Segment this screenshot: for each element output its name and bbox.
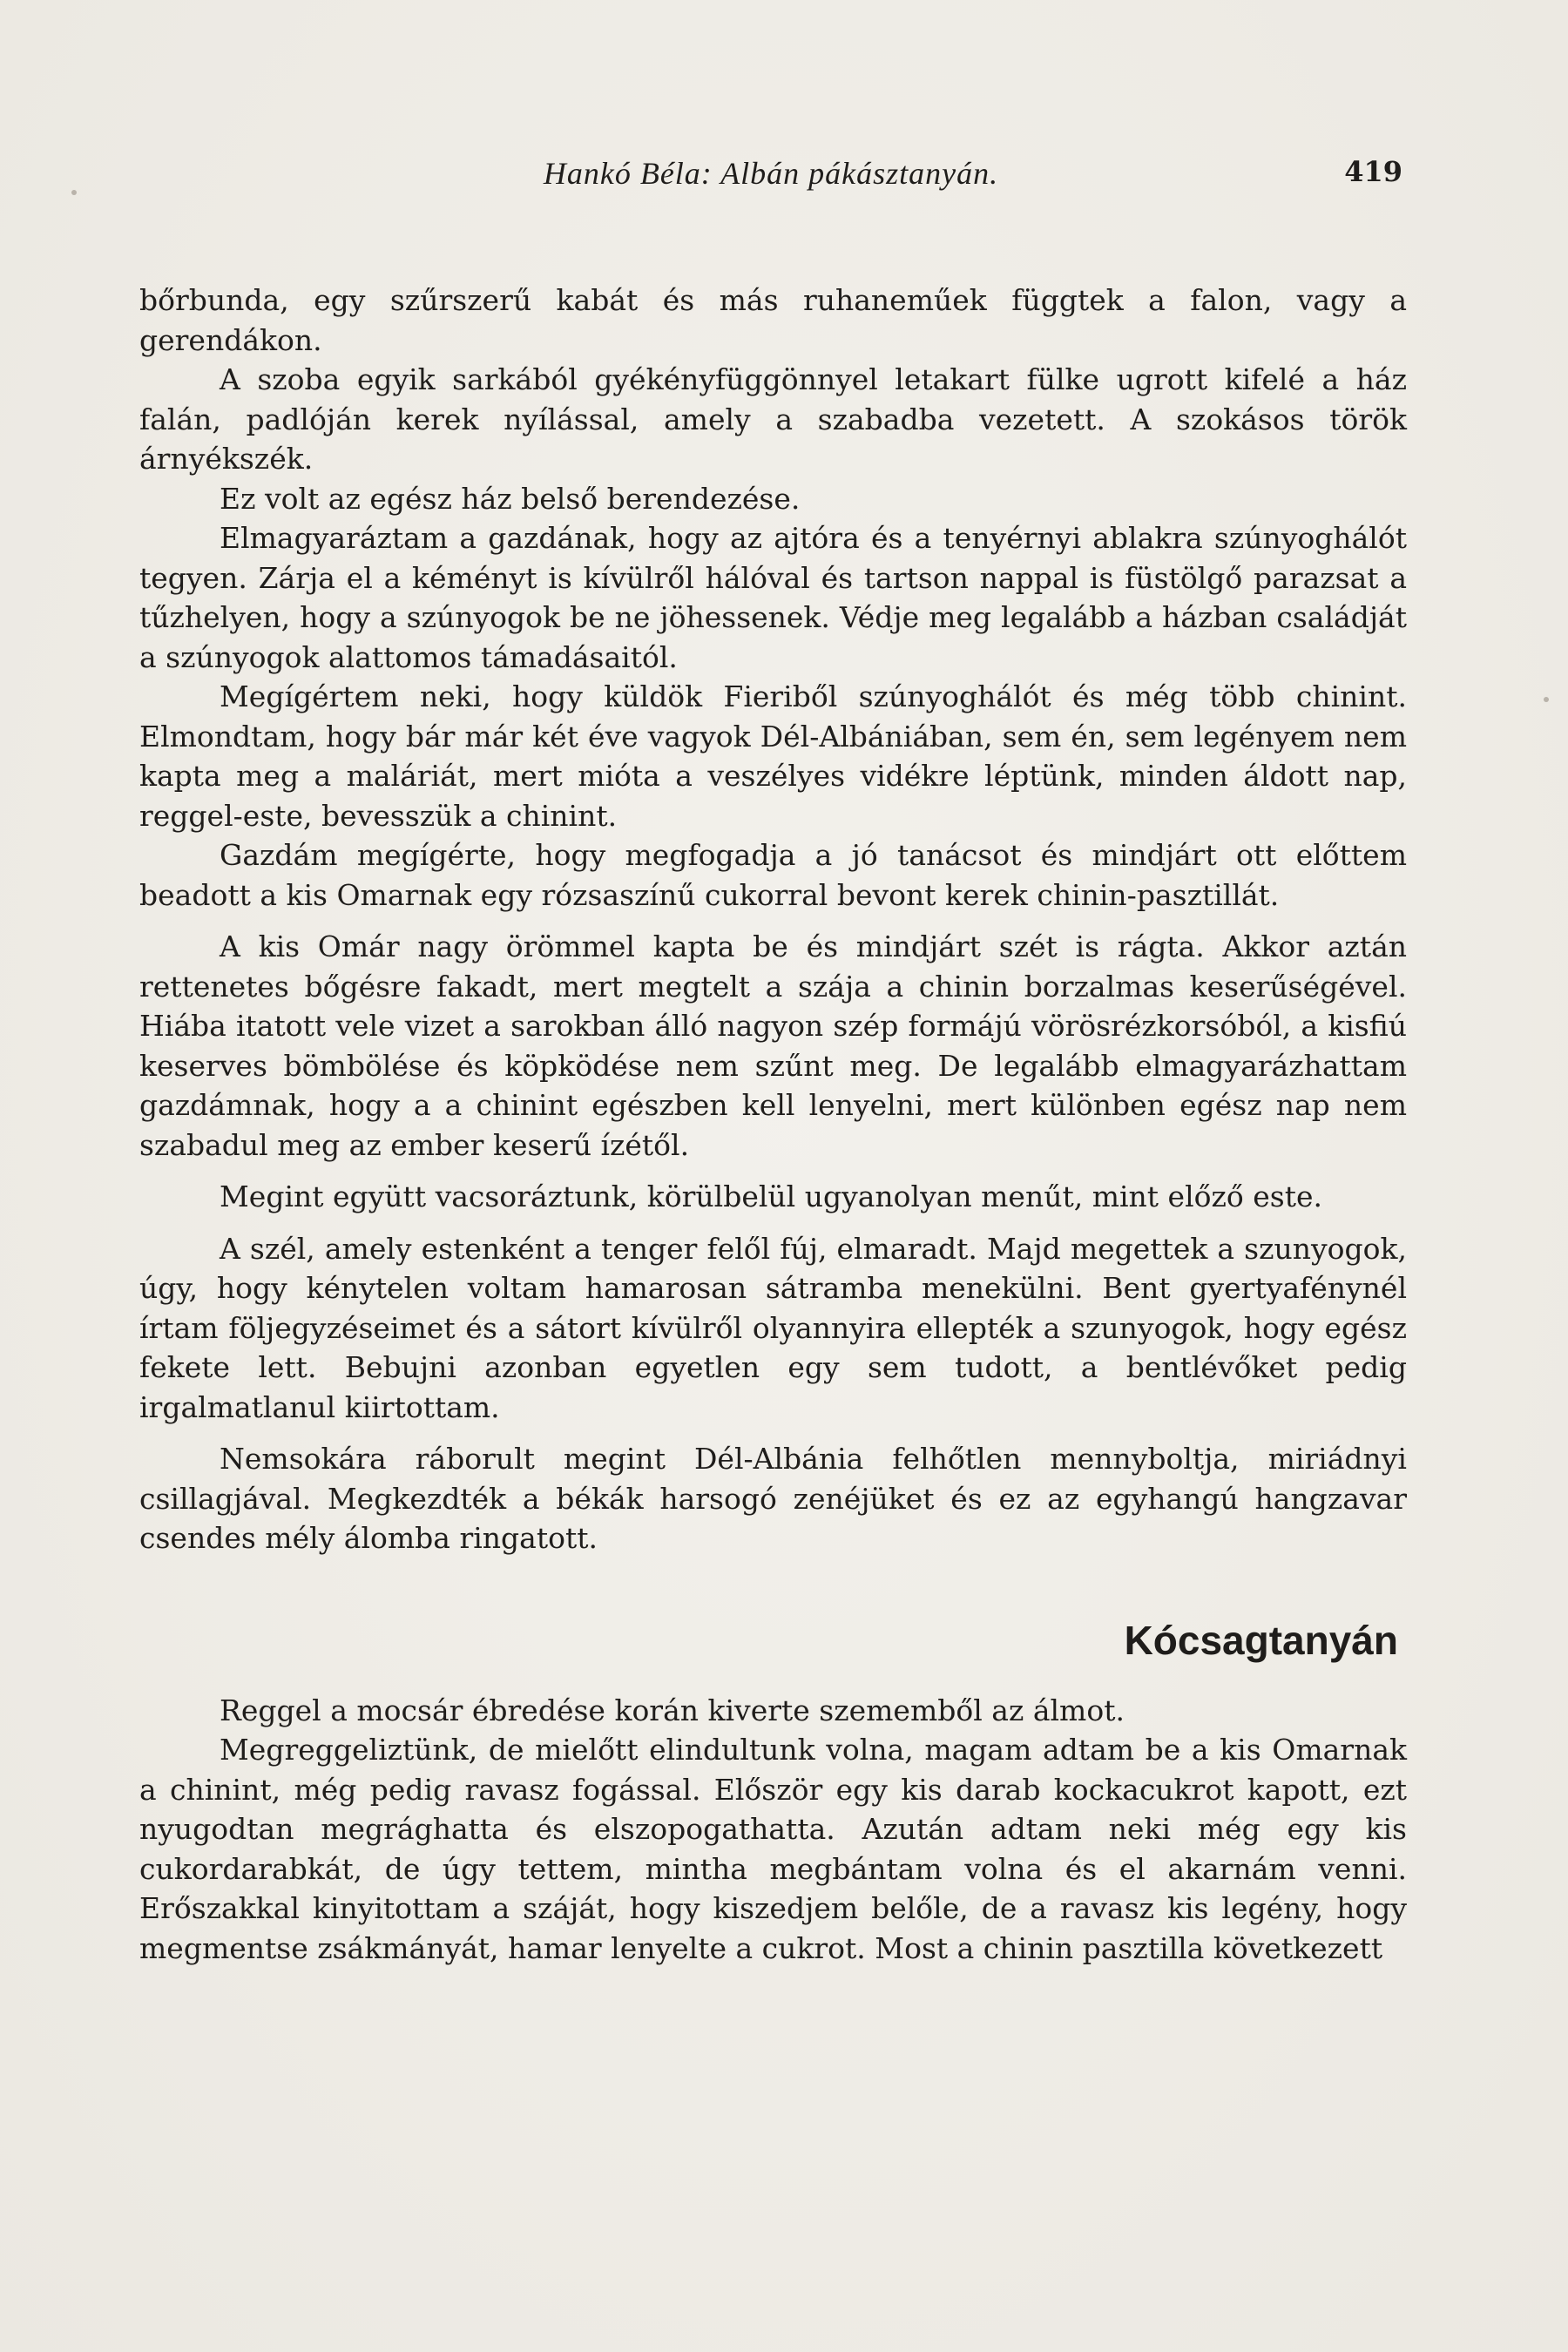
body-text — [139, 280, 1407, 1968]
paragraph: Nemsokára ráborult megint Dél-Albánia felhőtlen mennyboltja, miriádnyi csillagjával. Megkezdték a békák harsogó zenéjüket és ez az egyhangú hangzavar csendes mély álomba ringatott. — [139, 1442, 1407, 1555]
page-number: 419 — [1344, 155, 1402, 188]
paragraph: Gazdám megígérte, hogy megfogadja a jó tanácsot és mindjárt ott előttem beadott a kis Omarnak egy rózsaszínű cukorral bevont kerek chinin-pasztillát. — [139, 838, 1407, 912]
paragraph: Ez volt az egész ház belső berendezése. — [220, 481, 801, 516]
paragraph: A szél, amely estenként a tenger felől fúj, elmaradt. Majd megettek a szunyogok, úgy, hogy kénytelen voltam hamarosan sátramba menekülni. Bent gyertyafénynél írtam följegyzéseimet és a sátort kívülről olyannyira ellepték a szunyogok, hogy egész fekete lett. Bebujni azonban egyetlen egy sem tudott, a bentlévőket pedig irgalmatlanul kiirtottam. — [139, 1231, 1407, 1424]
paragraph: Megígértem neki, hogy küldök Fieriből szúnyoghálót és még több chinint. Elmondtam, hogy bár már két éve vagyok Dél-Albániában, sem én, sem legényem nem kapta meg a maláriát, mert mióta a veszélyes vidékre léptünk, minden áldott nap, reggel-este, bevesszük a chinint. — [139, 679, 1407, 833]
paragraph: A kis Omár nagy örömmel kapta be és mindjárt szét is rágta. Akkor aztán rettenetes bőgésre fakadt, mert megtelt a szája a chinin borzalmas keserűségével. Hiába itatott vele vizet a sarokban álló nagyon szép formájú vörösrézkorsóból, a kisfiú keserves bömbölése és köpködése nem szűnt meg. De legalább elmagyarázhattam gazdámnak, hogy a a chinint egészben kell lenyelni, mert különben egész nap nem szabadul meg az ember keserű ízétől. — [139, 929, 1407, 1162]
paragraph: A szoba egyik sarkából gyékényfüggönnyel letakart fülke ugrott kifelé a ház falán, padlóján kerek nyílással, amely a szabadba vezetett. A szokásos török árnyékszék. — [139, 362, 1407, 476]
page-header — [139, 150, 1402, 202]
section-heading: Kócsagtanyán — [1124, 1617, 1398, 1663]
paragraph: Reggel a mocsár ébredése korán kiverte szememből az álmot. — [220, 1693, 1125, 1727]
paragraph: Megint együtt vacsoráztunk, körülbelül ugyanolyan menűt, mint előző este. — [220, 1179, 1322, 1213]
paragraph: Elmagyaráztam a gazdának, hogy az ajtóra és a tenyérnyi ablakra szúnyoghálót tegyen. Zárja el a kéményt is kívülről hálóval és tartson nappal is füstölgő parazsat a tűzhelyen, hogy a szúnyogok be ne jöhessenek. Védje meg legalább a házban családját a szúnyogok alattomos támadásaitól. — [139, 521, 1407, 674]
running-title: Hankó Béla: Albán pákásztanyán. — [543, 156, 999, 191]
paragraph: Megreggeliztünk, de mielőtt elindultunk volna, magam adtam be a kis Omarnak a chinint, még pedig ravasz fogással. Először egy kis darab kockacukrot kapott, ezt nyugodtan megrághatta és elszopogathatta. Azután adtam neki még egy kis cukordarabkát, de úgy tettem, mintha megbántam volna és el akarnám venni. Erőszakkal kinyitottam a száját, hogy kiszedjem belőle, de a ravasz kis legény, hogy megmentse zsákmányát, hamar lenyelte a cukrot. Most a chinin pasztilla következett — [139, 1733, 1407, 1965]
paper-speck — [71, 190, 77, 195]
paragraph: bőrbunda, egy szűrszerű kabát és más ruhaneműek függtek a falon, vagy a gerendákon. — [139, 283, 1407, 357]
paper-speck — [1544, 697, 1549, 702]
